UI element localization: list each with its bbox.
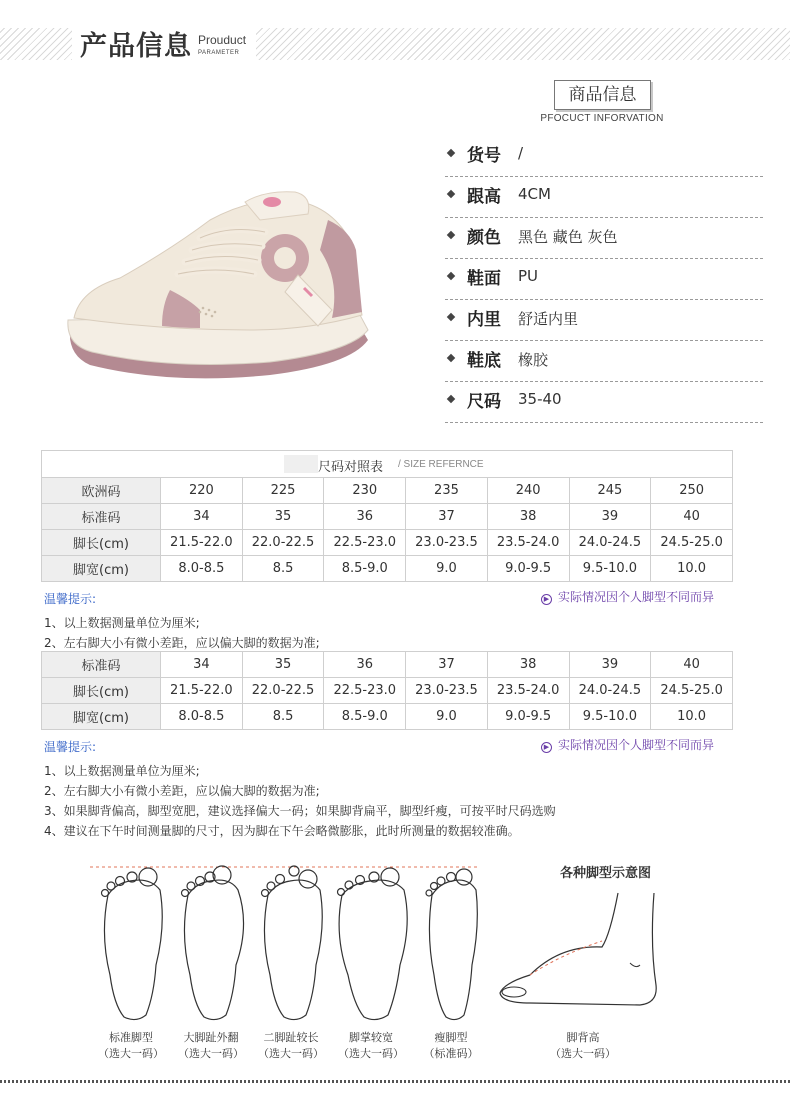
size-table-cell: 34 bbox=[161, 504, 243, 530]
size-table-cell: 37 bbox=[406, 504, 488, 530]
size-table-cell: 23.0-23.5 bbox=[406, 530, 488, 556]
tip-note-right: ▶ 实际情况因个人脚型不同而异 bbox=[541, 736, 714, 753]
size-table-cell: 8.5 bbox=[242, 704, 324, 730]
size-table-row bbox=[42, 704, 733, 730]
size-table-row bbox=[42, 652, 733, 678]
size-table-cell: 9.0-9.5 bbox=[487, 556, 569, 582]
tip-note: 1、以上数据测量单位为厘米; bbox=[44, 616, 200, 630]
size-table-cell: 8.5-9.0 bbox=[324, 704, 406, 730]
size-table-row bbox=[42, 678, 733, 704]
header-en-line2: PARAMETER bbox=[198, 50, 240, 56]
size-table-cell: 8.0-8.5 bbox=[161, 556, 243, 582]
size-table-cell: 40 bbox=[651, 652, 733, 678]
param-label: 颜色 bbox=[467, 228, 501, 248]
size-table-cell: 245 bbox=[569, 478, 651, 504]
info-subtitle: PFOCUCT INFORVATION bbox=[540, 113, 664, 124]
param-label: 尺码 bbox=[467, 392, 501, 412]
foot-outline-standard bbox=[102, 868, 163, 1020]
header-hatch-left bbox=[0, 28, 72, 60]
size-table-cell: 21.5-22.0 bbox=[161, 530, 243, 556]
foot-caption-bunion: 大脚趾外翻 （选大一码） bbox=[178, 1031, 244, 1060]
size-table-cell: 24.5-25.0 bbox=[651, 678, 733, 704]
diamond-bullet-icon bbox=[447, 313, 455, 321]
size-table-cell: 39 bbox=[569, 504, 651, 530]
foot-outline-wide bbox=[338, 868, 408, 1020]
param-row-upper bbox=[445, 259, 763, 300]
size-table-cell: 9.5-10.0 bbox=[569, 704, 651, 730]
param-label: 鞋底 bbox=[467, 351, 501, 371]
side-diagram-title: 各种脚型示意图 bbox=[560, 866, 652, 881]
size-table-cell: 23.5-24.0 bbox=[487, 678, 569, 704]
size-table-cell: 9.0 bbox=[406, 704, 488, 730]
param-row-sole bbox=[445, 341, 763, 382]
param-value: 35-40 bbox=[518, 390, 562, 408]
param-row-size bbox=[445, 382, 763, 423]
param-value: 橡胶 bbox=[518, 351, 549, 369]
size-table-cell: 10.0 bbox=[651, 556, 733, 582]
size-table-row bbox=[42, 478, 733, 504]
diamond-bullet-icon bbox=[447, 272, 455, 280]
section-header bbox=[0, 24, 790, 64]
size-table-cell: 240 bbox=[487, 478, 569, 504]
tip-note: 1、以上数据测量单位为厘米; bbox=[44, 764, 200, 778]
size-table-cell: 38 bbox=[487, 652, 569, 678]
size-table-row bbox=[42, 556, 733, 582]
size-table-cell: 9.0 bbox=[406, 556, 488, 582]
size-table-cell: 36 bbox=[324, 652, 406, 678]
tip-note: 2、左右脚大小有微小差距，应以偏大脚的数据为准; bbox=[44, 784, 320, 798]
size-table-row-head: 脚长(cm) bbox=[42, 678, 161, 704]
size-table-cell: 8.5-9.0 bbox=[324, 556, 406, 582]
tip-title: 温馨提示: bbox=[44, 592, 97, 606]
tip-title: 温馨提示: bbox=[44, 740, 97, 754]
param-value: / bbox=[518, 144, 524, 162]
size-table-cell: 250 bbox=[651, 478, 733, 504]
size-table-cell: 220 bbox=[161, 478, 243, 504]
size-table-cell: 24.0-24.5 bbox=[569, 678, 651, 704]
size-table-2 bbox=[41, 651, 733, 730]
size-table-cell: 24.0-24.5 bbox=[569, 530, 651, 556]
header-en-line1: Prouduct bbox=[198, 33, 247, 47]
size-table-row-head: 脚宽(cm) bbox=[42, 704, 161, 730]
info-title: 商品信息 bbox=[554, 80, 651, 110]
param-label: 货号 bbox=[467, 146, 501, 166]
size-table-cell: 22.0-22.5 bbox=[242, 530, 324, 556]
tip-note: 2、左右脚大小有微小差距，应以偏大脚的数据为准; bbox=[44, 636, 320, 650]
size-table-cell: 230 bbox=[324, 478, 406, 504]
header-en bbox=[198, 34, 246, 59]
size-table-cell: 36 bbox=[324, 504, 406, 530]
size-table-cell: 24.5-25.0 bbox=[651, 530, 733, 556]
foot-caption-standard: 标准脚型 （选大一码） bbox=[98, 1031, 164, 1060]
size-table-row-head: 欧洲码 bbox=[42, 478, 161, 504]
size-table-cell: 22.5-23.0 bbox=[324, 678, 406, 704]
size-table-cell: 23.5-24.0 bbox=[487, 530, 569, 556]
size-table-cell: 9.5-10.0 bbox=[569, 556, 651, 582]
size-table-row bbox=[42, 530, 733, 556]
bottom-divider bbox=[0, 1080, 790, 1083]
size-table-title-bar bbox=[41, 450, 733, 478]
diamond-bullet-icon bbox=[447, 231, 455, 239]
size-table-cell: 35 bbox=[242, 652, 324, 678]
size-table-cell: 34 bbox=[161, 652, 243, 678]
tip-note: 3、如果脚背偏高，脚型宽肥，建议选择偏大一码；如果脚背扁平，脚型纤瘦，可按平时尺码选购 bbox=[44, 804, 556, 818]
size-table-title-en: / SIZE REFERNCE bbox=[398, 459, 484, 470]
size-table-row-head: 脚长(cm) bbox=[42, 530, 161, 556]
size-table-cell: 40 bbox=[651, 504, 733, 530]
size-table-cell: 39 bbox=[569, 652, 651, 678]
foot-outline-bunion bbox=[182, 866, 244, 1020]
size-table-title: 尺码对照表 bbox=[318, 456, 383, 475]
tip-note: 4、建议在下午时间测量脚的尺寸，因为脚在下午会略微膨胀，此时所测量的数据较准确。 bbox=[44, 824, 520, 838]
size-table-cell: 225 bbox=[242, 478, 324, 504]
header-hatch-right bbox=[256, 28, 790, 60]
size-table-row-head: 脚宽(cm) bbox=[42, 556, 161, 582]
size-table-cell: 9.0-9.5 bbox=[487, 704, 569, 730]
param-label: 内里 bbox=[467, 310, 501, 330]
size-table-cell: 10.0 bbox=[651, 704, 733, 730]
param-value: 黑色 藏色 灰色 bbox=[518, 228, 618, 246]
tip-note-right: ▶ 实际情况因个人脚型不同而异 bbox=[541, 588, 714, 605]
diamond-bullet-icon bbox=[447, 190, 455, 198]
param-value: 4CM bbox=[518, 185, 551, 203]
side-foot-caption: 脚背高 （选大一码） bbox=[550, 1031, 616, 1060]
param-value: 舒适内里 bbox=[518, 310, 579, 328]
param-row-color bbox=[445, 218, 763, 259]
size-table-cell: 22.5-23.0 bbox=[324, 530, 406, 556]
param-row-lining bbox=[445, 300, 763, 341]
shoe-image bbox=[50, 180, 400, 410]
foot-outline-long-second-toe bbox=[262, 866, 323, 1020]
param-row-item-no bbox=[445, 136, 763, 177]
size-table-cell: 8.5 bbox=[242, 556, 324, 582]
foot-caption-slim: 瘦脚型 （标准码） bbox=[423, 1031, 479, 1060]
diamond-bullet-icon bbox=[447, 149, 455, 157]
size-table-row-head: 标准码 bbox=[42, 652, 161, 678]
param-label: 跟高 bbox=[467, 187, 501, 207]
foot-caption-wide: 脚掌较宽 （选大一码） bbox=[338, 1031, 404, 1060]
size-table-cell: 8.0-8.5 bbox=[161, 704, 243, 730]
foot-outline-slim bbox=[426, 869, 477, 1020]
diamond-bullet-icon bbox=[447, 395, 455, 403]
param-label: 鞋面 bbox=[467, 269, 501, 289]
param-row-heel-height bbox=[445, 177, 763, 218]
size-table-cell: 38 bbox=[487, 504, 569, 530]
foot-type-diagrams bbox=[80, 855, 500, 1045]
size-table-cell: 235 bbox=[406, 478, 488, 504]
foot-caption-long-second-toe: 二脚趾较长 （选大一码） bbox=[258, 1031, 324, 1060]
param-value: PU bbox=[518, 267, 539, 285]
play-circle-icon: ▶ bbox=[541, 594, 552, 605]
size-table-row-head: 标准码 bbox=[42, 504, 161, 530]
size-table bbox=[41, 477, 733, 582]
size-table-cell: 37 bbox=[406, 652, 488, 678]
play-circle-icon: ▶ bbox=[541, 742, 552, 753]
size-table-row bbox=[42, 504, 733, 530]
side-foot-diagram bbox=[490, 885, 670, 1015]
header-title: 产品信息 bbox=[80, 31, 192, 62]
size-table-cell: 21.5-22.0 bbox=[161, 678, 243, 704]
diamond-bullet-icon bbox=[447, 354, 455, 362]
size-table-cell: 22.0-22.5 bbox=[242, 678, 324, 704]
size-table-cell: 35 bbox=[242, 504, 324, 530]
size-table-cell: 23.0-23.5 bbox=[406, 678, 488, 704]
